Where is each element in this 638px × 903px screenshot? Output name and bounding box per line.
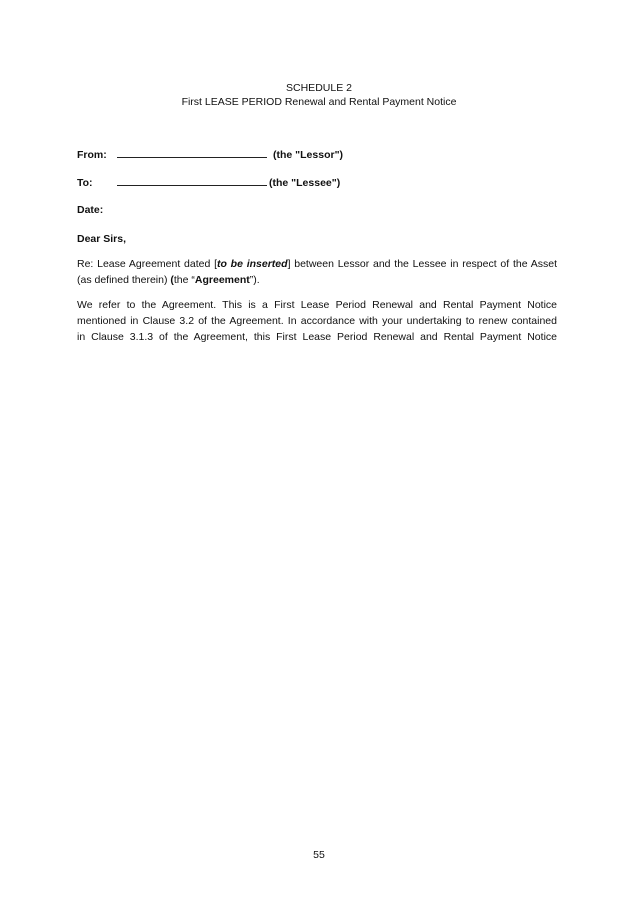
from-blank-field (117, 148, 267, 158)
re-line-1 (77, 256, 557, 272)
page-number: 55 (313, 849, 325, 861)
salutation: Dear Sirs, (77, 233, 127, 245)
re-text-the: the “ (173, 274, 195, 286)
refer-line-1: We refer to the Agreement. This is a First Lease Period Renewal and Rental Payment Notice (77, 299, 557, 311)
to-blank-field (117, 176, 267, 186)
to-suffix: (the "Lessee") (269, 177, 341, 189)
to-label: To: (77, 177, 93, 189)
re-text-start: Re: Lease Agreement dated [ (77, 258, 217, 270)
from-label: From: (77, 149, 107, 161)
re-line-2 (77, 272, 557, 288)
date-placeholder: to be inserted (217, 258, 288, 270)
agreement-term: Agreement (194, 274, 250, 286)
re-text-close: ”). (249, 274, 260, 286)
re-text-defined: (as defined therein) (77, 274, 171, 286)
from-line (77, 148, 557, 161)
re-paragraph (77, 256, 557, 288)
refer-paragraph (77, 297, 557, 345)
from-suffix: (the "Lessor") (273, 149, 344, 161)
schedule-subtitle: First LEASE PERIOD Renewal and Rental Payment Notice (181, 96, 457, 108)
re-paren-open: ( (170, 274, 174, 286)
refer-line-3: in Clause 3.1.3 of the Agreement, this First Lease Period Renewal and Rental Payment Notice (77, 331, 557, 343)
refer-line-2: mentioned in Clause 3.2 of the Agreement. In accordance with your undertaking to renew contained (77, 315, 557, 327)
re-text-end: ] between Lessor and the Lessee in respect of the Asset (287, 258, 557, 270)
date-label: Date: (77, 204, 104, 216)
date-line (77, 204, 557, 216)
schedule-title: SCHEDULE 2 (286, 82, 352, 94)
to-line (77, 176, 557, 189)
